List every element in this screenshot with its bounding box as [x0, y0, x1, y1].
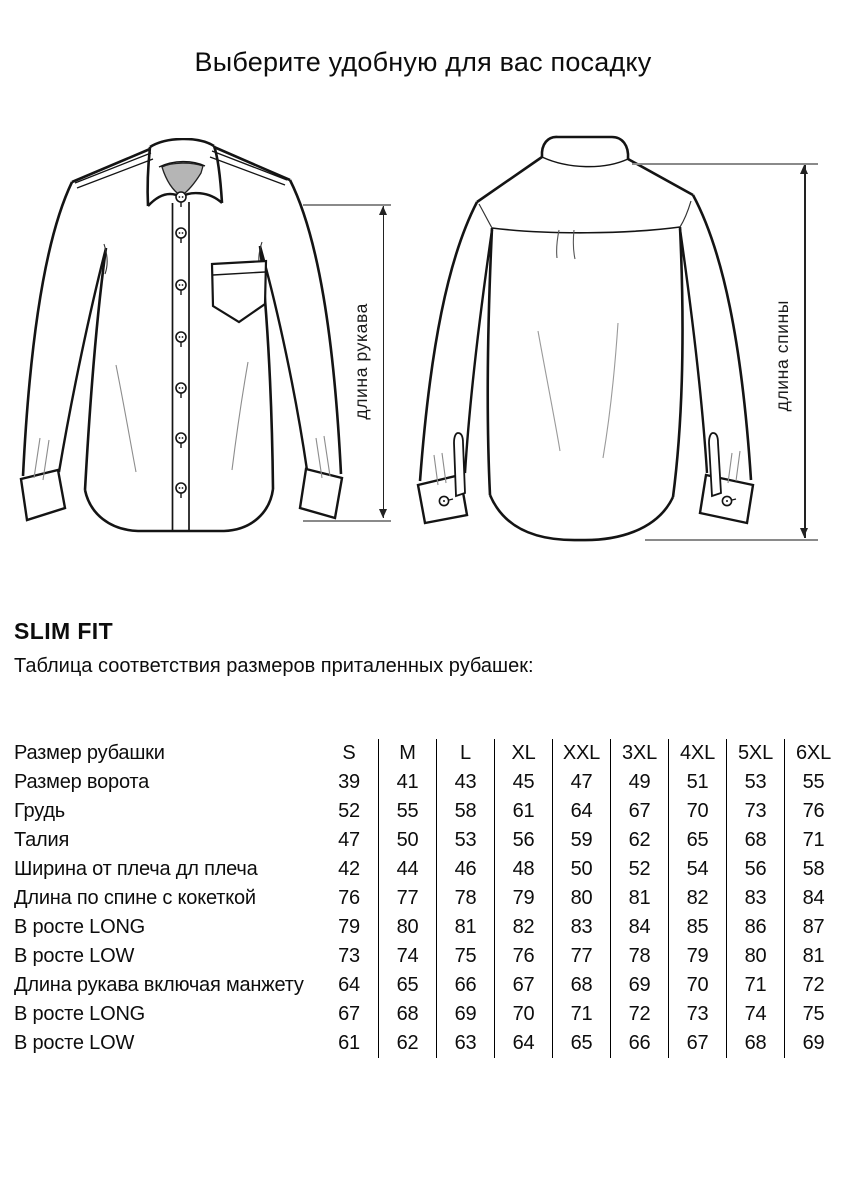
size-value: 82 — [494, 913, 552, 942]
row-label: Размер ворота — [14, 771, 150, 793]
size-value: 67 — [338, 1003, 360, 1025]
size-value: 43 — [436, 768, 494, 797]
size-value: 63 — [436, 1029, 494, 1058]
size-value: 52 — [338, 800, 360, 822]
size-value: 62 — [610, 826, 668, 855]
size-value: 70 — [668, 797, 726, 826]
size-value: 72 — [610, 1000, 668, 1029]
size-value: 64 — [552, 797, 610, 826]
size-table-row — [14, 884, 842, 913]
size-value: 72 — [784, 971, 842, 1000]
size-value: 67 — [668, 1029, 726, 1058]
size-value: 87 — [784, 913, 842, 942]
front-buttons — [176, 228, 186, 498]
size-value: 70 — [668, 971, 726, 1000]
size-table-row — [14, 913, 842, 942]
size-value: 50 — [378, 826, 436, 855]
size-value: 64 — [494, 1029, 552, 1058]
size-column-header: L — [436, 739, 494, 768]
size-value: 68 — [726, 826, 784, 855]
size-value: 83 — [552, 913, 610, 942]
size-value: 65 — [668, 826, 726, 855]
size-value: 68 — [726, 1029, 784, 1058]
size-value: 55 — [378, 797, 436, 826]
size-value: 85 — [668, 913, 726, 942]
front-shirt-illustration — [18, 138, 358, 540]
size-value: 53 — [436, 826, 494, 855]
row-label: Размер рубашки — [14, 742, 165, 764]
row-label: Ширина от плеча дл плеча — [14, 858, 258, 880]
size-column-header: XXL — [552, 739, 610, 768]
extension-line-top — [632, 163, 818, 165]
size-table-row — [14, 797, 842, 826]
size-value: 61 — [494, 797, 552, 826]
size-value: 78 — [610, 942, 668, 971]
size-table-header-row — [14, 739, 842, 768]
size-value: 58 — [436, 797, 494, 826]
size-table-row — [14, 768, 842, 797]
arrow-line — [804, 165, 806, 538]
size-value: 73 — [668, 1000, 726, 1029]
size-value: 86 — [726, 913, 784, 942]
size-value: 45 — [494, 768, 552, 797]
size-value: 77 — [378, 884, 436, 913]
size-value: 58 — [784, 855, 842, 884]
size-value: 46 — [436, 855, 494, 884]
size-value: 44 — [378, 855, 436, 884]
size-value: 52 — [610, 855, 668, 884]
size-value: 74 — [726, 1000, 784, 1029]
size-value: 59 — [552, 826, 610, 855]
size-value: 69 — [610, 971, 668, 1000]
row-label: Грудь — [14, 800, 66, 822]
front-shirt-svg — [18, 138, 358, 540]
size-value: 79 — [668, 942, 726, 971]
size-value: 69 — [784, 1029, 842, 1058]
size-column-header: 5XL — [726, 739, 784, 768]
row-label: В росте LOW — [14, 945, 135, 967]
size-value: 67 — [494, 971, 552, 1000]
back-shirt-illustration — [416, 131, 764, 549]
size-value: 77 — [552, 942, 610, 971]
size-table-row — [14, 942, 842, 971]
size-value: 64 — [338, 974, 360, 996]
size-value: 68 — [378, 1000, 436, 1029]
size-column-header: S — [342, 742, 356, 764]
row-label: В росте LONG — [14, 916, 146, 938]
size-value: 51 — [668, 768, 726, 797]
size-value: 66 — [610, 1029, 668, 1058]
size-value: 65 — [552, 1029, 610, 1058]
sleeve-length-label: длина рукава — [351, 303, 371, 420]
size-value: 76 — [784, 797, 842, 826]
size-column-header: M — [378, 739, 436, 768]
size-value: 80 — [552, 884, 610, 913]
size-value: 84 — [610, 913, 668, 942]
size-value: 70 — [494, 1000, 552, 1029]
size-value: 81 — [784, 942, 842, 971]
size-table-row — [14, 971, 842, 1000]
arrowhead-down-icon — [800, 528, 808, 537]
size-value: 62 — [378, 1029, 436, 1058]
size-value: 73 — [338, 945, 360, 967]
row-label: Длина по спине с кокеткой — [14, 887, 256, 909]
extension-line-bottom — [303, 520, 391, 522]
arrowhead-up-icon — [379, 206, 387, 215]
size-value: 76 — [338, 887, 360, 909]
size-value: 75 — [784, 1000, 842, 1029]
size-table — [14, 739, 842, 1058]
size-table-row — [14, 855, 842, 884]
size-value: 82 — [668, 884, 726, 913]
size-value: 71 — [784, 826, 842, 855]
row-label: Длина рукава включая манжету — [14, 974, 304, 996]
size-table-row — [14, 1000, 842, 1029]
size-value: 69 — [436, 1000, 494, 1029]
size-column-header: 6XL — [784, 739, 842, 768]
size-column-header: XL — [494, 739, 552, 768]
size-value: 65 — [378, 971, 436, 1000]
size-value: 48 — [494, 855, 552, 884]
size-value: 53 — [726, 768, 784, 797]
size-value: 80 — [726, 942, 784, 971]
size-value: 76 — [494, 942, 552, 971]
size-value: 73 — [726, 797, 784, 826]
row-label: Талия — [14, 829, 70, 851]
arrow-line — [383, 206, 385, 518]
size-value: 79 — [338, 916, 360, 938]
size-value: 55 — [784, 768, 842, 797]
extension-line-bottom — [645, 539, 818, 541]
size-value: 74 — [378, 942, 436, 971]
size-value: 78 — [436, 884, 494, 913]
back-shirt-svg — [416, 131, 764, 549]
size-value: 61 — [338, 1032, 360, 1054]
size-value: 71 — [552, 1000, 610, 1029]
table-caption: Таблица соответствия размеров приталенных рубашек: — [14, 655, 534, 677]
size-value: 80 — [378, 913, 436, 942]
size-value: 47 — [552, 768, 610, 797]
size-column-header: 4XL — [668, 739, 726, 768]
size-value: 56 — [726, 855, 784, 884]
size-value: 71 — [726, 971, 784, 1000]
row-label: В росте LOW — [14, 1032, 135, 1054]
size-value: 42 — [338, 858, 360, 880]
size-value: 81 — [436, 913, 494, 942]
size-table-row — [14, 826, 842, 855]
size-value: 67 — [610, 797, 668, 826]
arrowhead-down-icon — [379, 509, 387, 518]
size-value: 81 — [610, 884, 668, 913]
size-value: 79 — [494, 884, 552, 913]
size-value: 54 — [668, 855, 726, 884]
size-value: 47 — [338, 829, 360, 851]
size-table-row — [14, 1029, 842, 1058]
size-value: 66 — [436, 971, 494, 1000]
row-label: В росте LONG — [14, 1003, 146, 1025]
size-value: 41 — [378, 768, 436, 797]
size-value: 39 — [338, 771, 360, 793]
back-length-label: длина спины — [772, 300, 792, 412]
arrowhead-up-icon — [800, 165, 808, 174]
size-value: 75 — [436, 942, 494, 971]
size-value: 50 — [552, 855, 610, 884]
page-title: Выберите удобную для вас посадку — [194, 47, 652, 77]
size-value: 56 — [494, 826, 552, 855]
fit-heading: SLIM FIT — [14, 618, 114, 644]
size-value: 68 — [552, 971, 610, 1000]
size-value: 49 — [610, 768, 668, 797]
size-column-header: 3XL — [610, 739, 668, 768]
size-value: 83 — [726, 884, 784, 913]
size-value: 84 — [784, 884, 842, 913]
